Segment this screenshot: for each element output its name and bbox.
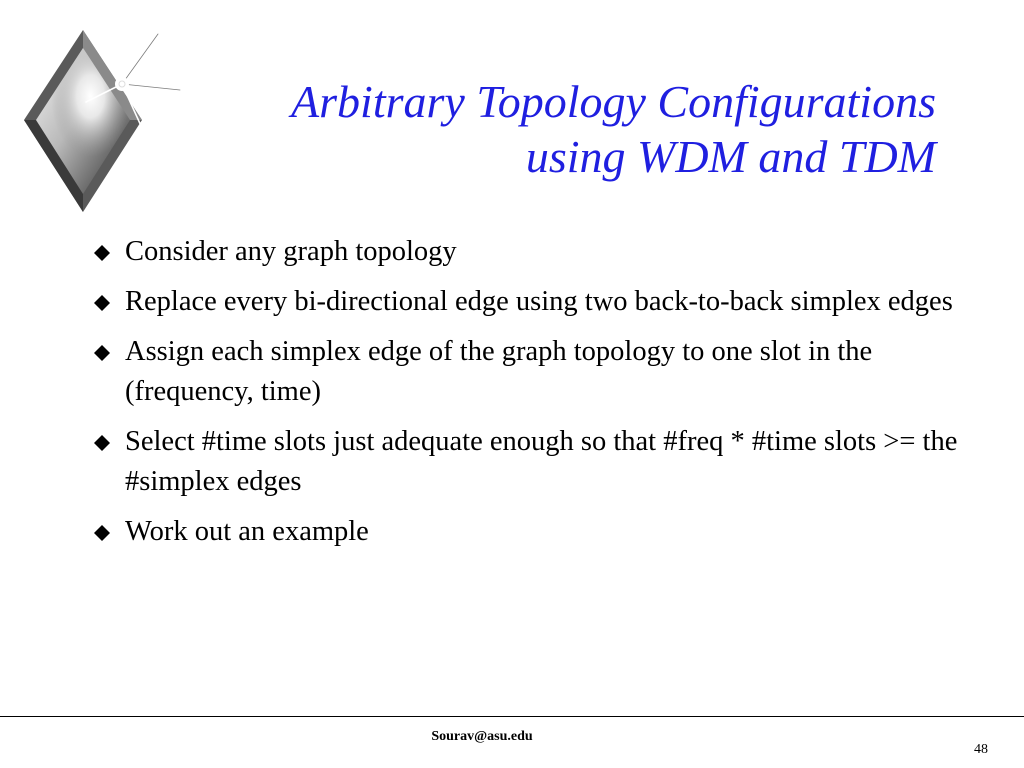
diamond-star-logo: [18, 24, 188, 214]
bullet-text: Work out an example: [125, 516, 369, 547]
footer-email: Sourav@asu.edu: [431, 729, 533, 744]
bullet-item: [94, 512, 964, 552]
diamond-bullet-icon: [94, 295, 110, 311]
bullet-item: [94, 422, 964, 502]
slide-title: [291, 74, 936, 184]
footer-divider: [0, 716, 1024, 717]
bullet-text: Replace every bi-directional edge using two back-to-back simplex edges: [125, 286, 953, 317]
bullet-text: Select #time slots just adequate enough so that #freq * #time slots >= the #simplex edges: [125, 426, 958, 497]
diamond-bullet-icon: [94, 245, 110, 261]
page-number: 48: [974, 742, 988, 757]
bullet-item: [94, 282, 964, 322]
diamond-bullet-icon: [94, 435, 110, 451]
diamond-bullet-icon: [94, 345, 110, 361]
bullet-text: Assign each simplex edge of the graph topology to one slot in the (frequency, time): [125, 336, 873, 407]
diamond-bullet-icon: [94, 525, 110, 541]
bullet-item: [94, 332, 964, 412]
bullet-item: [94, 232, 964, 272]
slide-title-line-2: using WDM and TDM: [525, 131, 936, 182]
slide-title-line-1: Arbitrary Topology Configurations: [291, 76, 936, 127]
bullet-text: Consider any graph topology: [125, 236, 457, 267]
bullet-list: [94, 232, 964, 562]
